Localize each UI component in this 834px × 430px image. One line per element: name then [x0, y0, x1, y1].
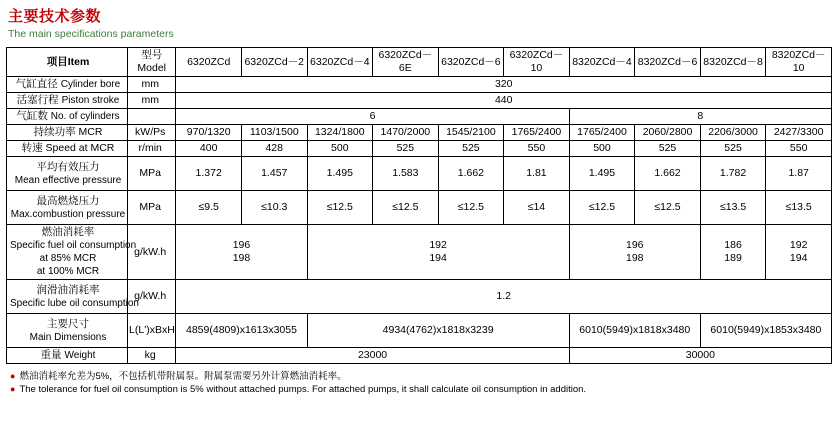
footnote-cn-text: 燃油消耗率允差为5%，不包括机带附属泵。附属泵需要另外计算燃油消耗率。 [19, 371, 347, 382]
cell-cylinders-8: 8 [569, 109, 831, 125]
footnote-cn [10, 370, 830, 383]
cell-mcr-power-0: 970/1320 [176, 125, 242, 141]
row-label-piston-stroke [7, 93, 128, 109]
row-speed-at-mcr [7, 141, 832, 157]
cell-speed-3: 525 [373, 141, 439, 157]
row-label-en: Piston stroke [61, 95, 120, 106]
header-model: 型号Model [128, 48, 176, 77]
row-label-no-of-cylinders [7, 109, 128, 125]
row-label-en-3: at 100% MCR [36, 266, 100, 277]
cell-mcp-3: ≤12.5 [373, 191, 439, 225]
row-mean-effective-pressure [7, 157, 832, 191]
row-label-cylinder-bore [7, 77, 128, 93]
row-label-cn: 活塞行程 [16, 94, 59, 106]
cell-mep-3: 1.583 [373, 157, 439, 191]
cell-cylinder-bore: 320 [176, 77, 832, 93]
row-label-en-1: Specific fuel oil consumption [10, 240, 137, 251]
cell-speed-9: 550 [766, 141, 832, 157]
cell-mep-8: 1.782 [700, 157, 766, 191]
fuel-100-value: 194 [429, 252, 447, 264]
cell-speed-4: 525 [438, 141, 504, 157]
footnotes [10, 370, 830, 396]
cell-lube-value: 1.2 [176, 280, 832, 314]
row-label-dimensions [7, 314, 128, 348]
cell-dimensions-3: 6010(5949)x1853x3480 [700, 314, 831, 348]
cell-mep-5: 1.81 [504, 157, 570, 191]
row-unit-cylinder-bore: mm [128, 77, 176, 93]
fuel-85-value: 192 [429, 239, 447, 251]
cell-mep-6: 1.495 [569, 157, 635, 191]
cell-mcr-power-3: 1470/2000 [373, 125, 439, 141]
cell-dimensions-0: 4859(4809)x1613x3055 [176, 314, 307, 348]
row-piston-stroke [7, 93, 832, 109]
row-label-cn: 重量 [40, 349, 62, 361]
page-title-en: The main specifications parameters [8, 28, 174, 40]
bullet-icon: ● [10, 384, 16, 394]
cell-mcp-5: ≤14 [504, 191, 570, 225]
cell-speed-2: 500 [307, 141, 373, 157]
row-label-cn: 燃油消耗率 [41, 226, 95, 238]
row-unit-fuel-consumption: g/kW.h [128, 225, 176, 280]
row-label-en: Mean effective pressure [14, 174, 122, 186]
fuel-100-value: 198 [625, 252, 644, 264]
fuel-85-value: 186 [724, 239, 742, 251]
cell-speed-0: 400 [176, 141, 242, 157]
row-unit-mcr-power: kW/Ps [128, 125, 176, 141]
cell-speed-6: 500 [569, 141, 635, 157]
cell-mcp-2: ≤12.5 [307, 191, 373, 225]
fuel-85-value: 192 [789, 239, 808, 251]
cell-weight-0: 23000 [176, 348, 569, 364]
fuel-100-value: 194 [789, 252, 808, 264]
row-label-cn: 平均有效压力 [36, 160, 100, 173]
cell-mcr-power-2: 1324/1800 [307, 125, 373, 141]
cell-mep-7: 1.662 [635, 157, 701, 191]
row-unit-dimensions: L(L')xBxH [128, 314, 176, 348]
fuel-100-value: 189 [724, 252, 742, 264]
cell-fuel-group-2 [569, 225, 700, 280]
row-no-of-cylinders [7, 109, 832, 125]
row-label-en: Main Dimensions [29, 331, 107, 343]
cell-mcr-power-7: 2060/2800 [635, 125, 701, 141]
row-weight [7, 348, 832, 364]
row-label-weight [7, 348, 128, 364]
cell-dimensions-2: 6010(5949)x1818x3480 [569, 314, 700, 348]
cell-mep-1: 1.457 [241, 157, 307, 191]
row-label-en-2: at 85% MCR [39, 253, 97, 264]
cell-mep-9: 1.87 [766, 157, 832, 191]
row-label-en: Cylinder bore [60, 79, 121, 90]
row-label-cn: 润滑油消耗率 [36, 283, 100, 296]
row-unit-mcp: MPa [128, 191, 176, 225]
cell-speed-5: 550 [504, 141, 570, 157]
header-model-5: 6320ZCd－10 [504, 48, 570, 77]
row-label-mep [7, 157, 128, 191]
page-title-cn: 主要技术参数 [8, 8, 102, 25]
cell-fuel-group-1 [307, 225, 569, 280]
header-model-2: 6320ZCd－4 [307, 48, 373, 77]
row-unit-piston-stroke: mm [128, 93, 176, 109]
header-model-8: 8320ZCd－8 [700, 48, 766, 77]
row-lube-oil-consumption [7, 280, 832, 314]
row-mcr-power [7, 125, 832, 141]
cell-mcr-power-9: 2427/3300 [766, 125, 832, 141]
cell-mep-0: 1.372 [176, 157, 242, 191]
row-label-mcr-power [7, 125, 128, 141]
cell-mcr-power-4: 1545/2100 [438, 125, 504, 141]
cell-mcr-power-5: 1765/2400 [504, 125, 570, 141]
cell-mcp-0: ≤9.5 [176, 191, 242, 225]
header-model-9: 8320ZCd－10 [766, 48, 832, 77]
fuel-100-value: 198 [232, 252, 251, 264]
cell-piston-stroke: 440 [176, 93, 832, 109]
cell-dimensions-1: 4934(4762)x1818x3239 [307, 314, 569, 348]
cell-mcp-1: ≤10.3 [241, 191, 307, 225]
cell-mcp-9: ≤13.5 [766, 191, 832, 225]
cell-fuel-group-0 [176, 225, 307, 280]
cell-cylinders-6: 6 [176, 109, 569, 125]
row-unit-weight: kg [128, 348, 176, 364]
header-item: 项目Item [7, 48, 128, 77]
cell-mep-4: 1.662 [438, 157, 504, 191]
row-label-lube [7, 280, 139, 314]
cell-mcp-8: ≤13.5 [700, 191, 766, 225]
row-cylinder-bore [7, 77, 832, 93]
row-label-en: Weight [64, 350, 96, 361]
cell-speed-7: 525 [635, 141, 701, 157]
header-model-4: 6320ZCd－6 [438, 48, 504, 77]
row-main-dimensions [7, 314, 832, 348]
row-label-en: No. of cylinders [50, 111, 120, 122]
footnote-en-text: The tolerance for fuel oil consumption is 5% without attached pumps. For attached pumps, it shall calculate oil consumption in addition. [19, 384, 587, 395]
cell-weight-1: 30000 [569, 348, 831, 364]
row-fuel-consumption [7, 225, 832, 280]
row-label-cn: 最高燃烧压力 [36, 194, 100, 207]
row-label-mcp [7, 191, 128, 225]
row-label-en: Max.combustion pressure [10, 208, 126, 220]
header-model-1: 6320ZCd－2 [241, 48, 307, 77]
header-model-6: 8320ZCd－4 [569, 48, 635, 77]
cell-mcr-power-1: 1103/1500 [241, 125, 307, 141]
row-max-combustion-pressure [7, 191, 832, 225]
cell-mcr-power-6: 1765/2400 [569, 125, 635, 141]
row-label-en: Specific lube oil consumption [10, 297, 139, 309]
cell-mep-2: 1.495 [307, 157, 373, 191]
footnote-en [10, 383, 830, 396]
cell-fuel-group-3 [700, 225, 766, 280]
row-label-cn: 气缸数 [16, 110, 48, 122]
row-unit-speed: r/min [128, 141, 176, 157]
row-label-cn: 转速 Speed at MCR [21, 142, 115, 154]
cell-speed-8: 525 [700, 141, 766, 157]
row-label-cn: 气缸直径 [15, 78, 58, 90]
bullet-icon: ● [10, 371, 16, 381]
header-model-3: 6320ZCd－6E [373, 48, 439, 77]
row-label-speed [7, 141, 128, 157]
cell-speed-1: 428 [241, 141, 307, 157]
row-unit-lube: g/kW.h [128, 280, 176, 314]
row-unit-no-of-cylinders [128, 109, 176, 125]
row-label-cn: 持续功率 MCR [33, 126, 103, 138]
specifications-table [6, 47, 832, 364]
row-label-cn: 主要尺寸 [47, 317, 89, 330]
row-label-fuel-consumption [7, 225, 137, 280]
table-header-row [7, 48, 832, 77]
cell-mcp-6: ≤12.5 [569, 191, 635, 225]
cell-mcp-4: ≤12.5 [438, 191, 504, 225]
header-model-7: 8320ZCd－6 [635, 48, 701, 77]
row-unit-mep: MPa [128, 157, 176, 191]
cell-fuel-group-4 [766, 225, 832, 280]
header-model-0: 6320ZCd [176, 48, 242, 77]
cell-mcr-power-8: 2206/3000 [700, 125, 766, 141]
fuel-85-value: 196 [232, 239, 251, 251]
cell-mcp-7: ≤12.5 [635, 191, 701, 225]
fuel-85-value: 196 [625, 239, 644, 251]
